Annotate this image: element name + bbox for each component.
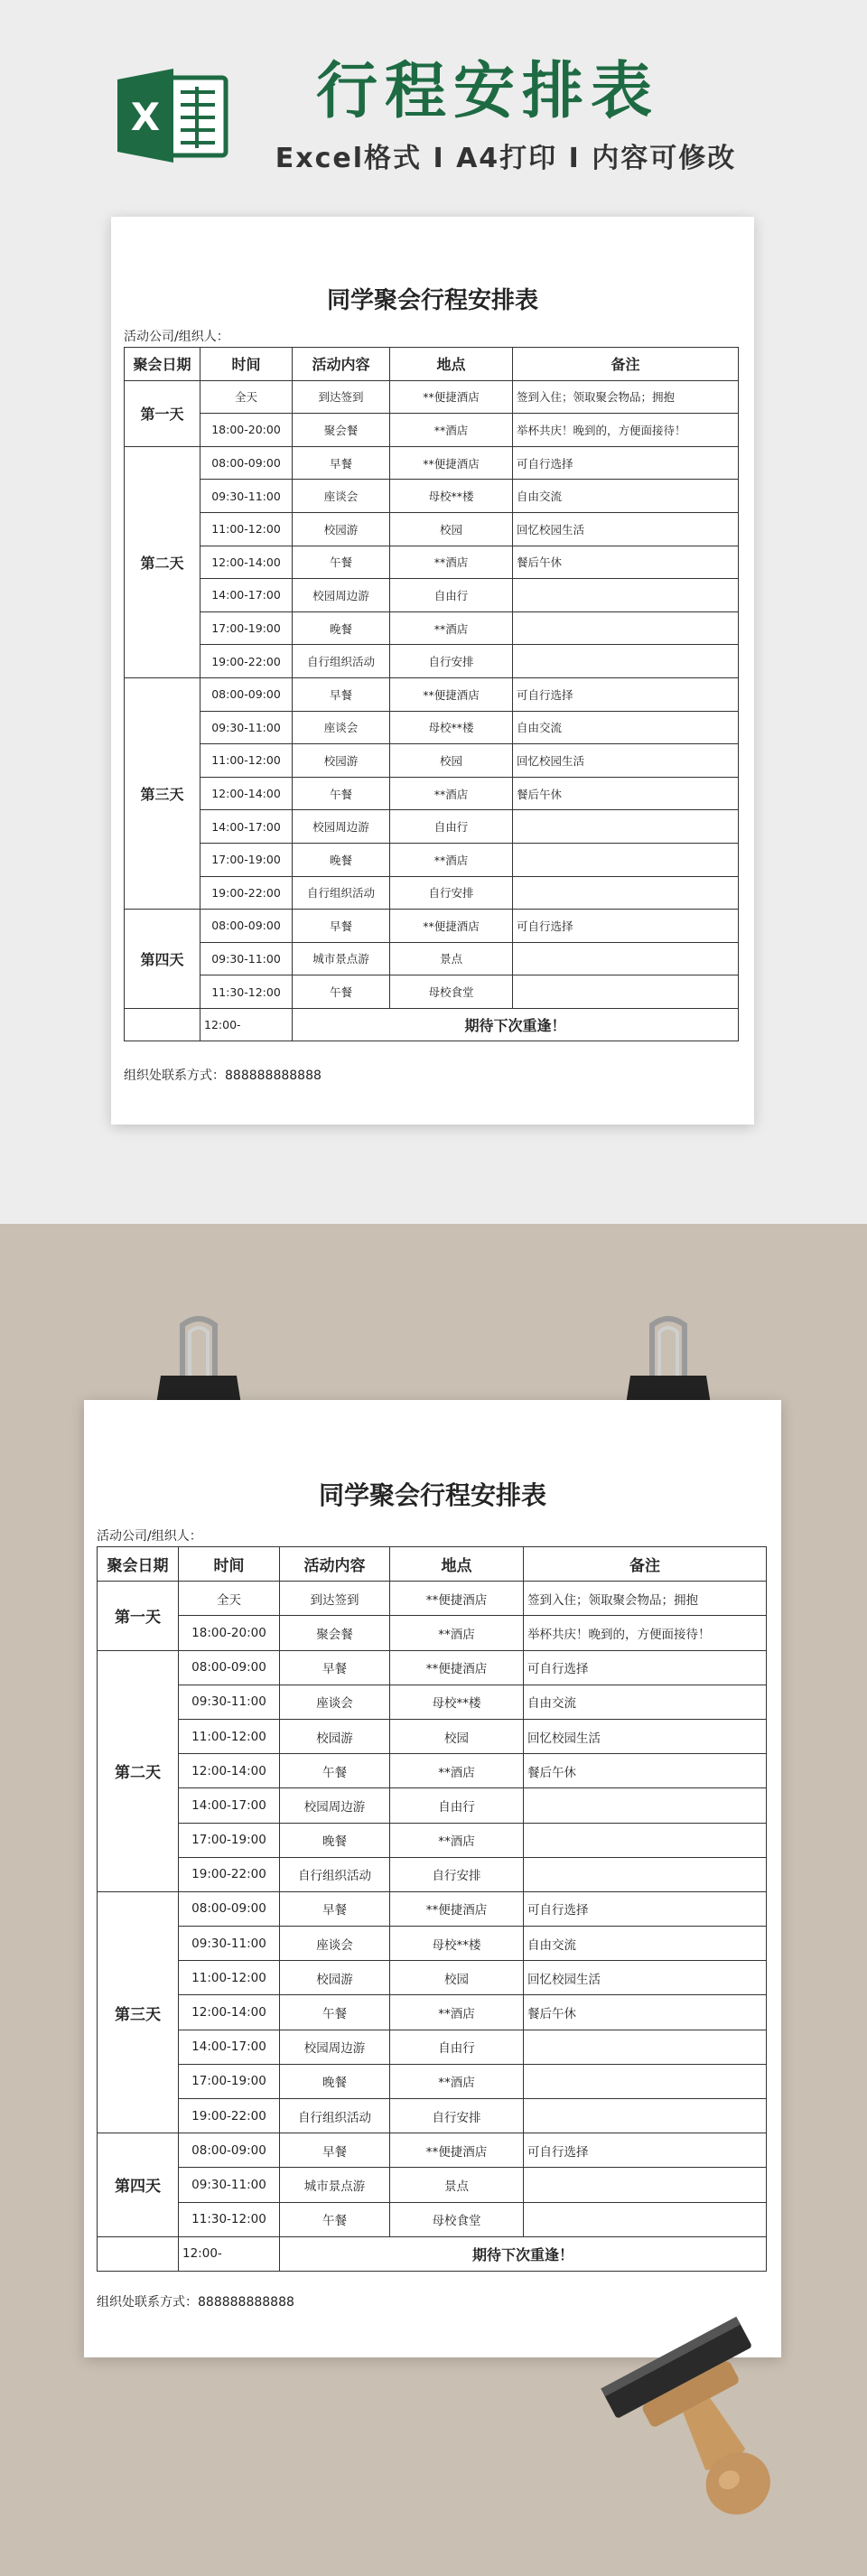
note-cell: 自由交流 [513,711,739,744]
column-header: 聚会日期 [98,1547,179,1582]
activity-cell: 午餐 [293,975,390,1009]
place-cell: 校园 [390,744,513,778]
place-cell: 自行安排 [390,645,513,678]
table-row [98,1995,767,2030]
place-cell: 母校**楼 [390,1927,524,1961]
time-cell: 19:00-22:00 [179,1857,280,1891]
table-row [125,645,739,678]
table-row [125,910,739,943]
final-message-cell: 期待下次重逢！ [293,1008,739,1041]
note-cell: 可自行选择 [524,1891,767,1926]
activity-cell: 到达签到 [280,1582,390,1616]
note-cell [524,2202,767,2236]
note-cell: 餐后午休 [513,777,739,810]
note-cell [524,1788,767,1823]
table-row [98,2099,767,2133]
activity-cell: 校园游 [293,744,390,778]
note-cell [524,1823,767,1857]
activity-cell: 自行组织活动 [280,1857,390,1891]
place-cell: 自行安排 [390,2099,524,2133]
excel-logo-icon [114,65,231,166]
place-cell: **酒店 [390,1616,524,1650]
place-cell: **酒店 [390,546,513,579]
time-cell: 08:00-09:00 [200,446,293,480]
note-cell: 自由交流 [524,1685,767,1719]
table-row [98,1650,767,1685]
time-cell: 17:00-19:00 [179,2064,280,2098]
activity-cell: 早餐 [293,677,390,711]
place-cell: **酒店 [390,611,513,645]
time-cell: 08:00-09:00 [200,677,293,711]
time-cell: 12:00-14:00 [200,546,293,579]
brand-subtitle: Excel格式 I A4打印 I 内容可修改 [275,143,737,174]
place-cell: **便捷酒店 [390,910,513,943]
place-cell: **便捷酒店 [390,380,513,414]
final-time-cell: 12:00- [200,1008,293,1041]
table-row [125,611,739,645]
table-row [98,2133,767,2168]
column-header: 地点 [390,348,513,381]
note-cell: 餐后午休 [524,1754,767,1788]
place-cell: 母校**楼 [390,711,513,744]
place-cell: **酒店 [390,777,513,810]
activity-cell: 午餐 [293,546,390,579]
table-row [98,1582,767,1616]
activity-cell: 校园周边游 [293,579,390,612]
note-cell: 可自行选择 [513,677,739,711]
place-cell: 母校**楼 [390,1685,524,1719]
time-cell: 全天 [200,380,293,414]
note-cell: 回忆校园生活 [524,1961,767,1995]
column-header: 时间 [179,1547,280,1582]
time-cell: 11:00-12:00 [179,1961,280,1995]
day-label-cell: 第一天 [125,380,200,446]
table-row [125,975,739,1009]
time-cell: 09:30-11:00 [179,1685,280,1719]
time-cell: 14:00-17:00 [200,579,293,612]
table-row [125,810,739,844]
place-cell: 母校**楼 [390,480,513,513]
column-header: 活动内容 [293,348,390,381]
place-cell: **酒店 [390,414,513,447]
note-cell [524,2064,767,2098]
table-row [98,1857,767,1891]
place-cell: 景点 [390,942,513,975]
note-cell [513,579,739,612]
activity-cell: 晚餐 [280,1823,390,1857]
note-cell [513,843,739,876]
table-row [98,1788,767,1823]
note-cell: 回忆校园生活 [524,1719,767,1753]
time-cell: 全天 [179,1582,280,1616]
final-time-cell: 12:00- [179,2236,280,2271]
column-header: 备注 [524,1547,767,1582]
day-label-cell: 第一天 [98,1582,179,1650]
day-label-cell: 第四天 [98,2133,179,2237]
note-cell [513,611,739,645]
table-row [125,744,739,778]
time-cell: 12:00-14:00 [179,1995,280,2030]
time-cell: 11:00-12:00 [200,512,293,546]
activity-cell: 早餐 [293,910,390,943]
activity-cell: 早餐 [280,1891,390,1926]
place-cell: 校园 [390,1961,524,1995]
column-header: 地点 [390,1547,524,1582]
activity-cell: 聚会餐 [293,414,390,447]
place-cell: 母校食堂 [390,2202,524,2236]
note-cell: 举杯共庆！晚到的，方便面接待！ [513,414,739,447]
activity-cell: 早餐 [280,1650,390,1685]
day-label-cell: 第二天 [125,446,200,677]
table-row [125,446,739,480]
contact-info: 组织处联系方式：888888888888 [124,1069,322,1083]
day-label-cell: 第四天 [125,910,200,1009]
table-row [98,2030,767,2064]
contact-info: 组织处联系方式：888888888888 [97,2295,294,2310]
time-cell: 19:00-22:00 [179,2099,280,2133]
day-label-cell [125,1008,200,1041]
time-cell: 09:30-11:00 [200,711,293,744]
brand-title: 行程安排表 [315,56,659,127]
note-cell [524,2099,767,2133]
document-title: 同学聚会行程安排表 [326,287,538,314]
note-cell: 自由交流 [513,480,739,513]
activity-cell: 座谈会 [293,711,390,744]
time-cell: 11:00-12:00 [179,1719,280,1753]
place-cell: **酒店 [390,1823,524,1857]
table-row [98,1961,767,1995]
note-cell: 回忆校园生活 [513,512,739,546]
svg-text:X: X [130,95,161,139]
note-cell: 可自行选择 [524,2133,767,2168]
place-cell: 自由行 [390,810,513,844]
activity-cell: 座谈会 [280,1685,390,1719]
place-cell: 自行安排 [390,876,513,910]
table-row [98,2202,767,2236]
day-label-cell: 第三天 [98,1891,179,2133]
table-row [125,546,739,579]
activity-cell: 早餐 [293,446,390,480]
activity-cell: 自行组织活动 [280,2099,390,2133]
column-header: 聚会日期 [125,348,200,381]
time-cell: 18:00-20:00 [200,414,293,447]
activity-cell: 座谈会 [280,1927,390,1961]
note-cell [513,645,739,678]
activity-cell: 校园周边游 [280,2030,390,2064]
time-cell: 09:30-11:00 [179,2168,280,2202]
time-cell: 11:00-12:00 [200,744,293,778]
table-row [125,512,739,546]
time-cell: 08:00-09:00 [179,2133,280,2168]
document-title: 同学聚会行程安排表 [318,1480,546,1510]
activity-cell: 晚餐 [293,843,390,876]
activity-cell: 午餐 [280,1754,390,1788]
activity-cell: 早餐 [280,2133,390,2168]
table-row-final [125,1008,739,1041]
activity-cell: 晚餐 [280,2064,390,2098]
time-cell: 09:30-11:00 [200,480,293,513]
note-cell [513,975,739,1009]
table-row [98,2064,767,2098]
rubber-stamp-icon [596,2312,813,2547]
day-label-cell: 第三天 [125,677,200,909]
table-row [125,942,739,975]
time-cell: 08:00-09:00 [179,1650,280,1685]
note-cell: 签到入住；领取聚会物品；拥抱 [513,380,739,414]
time-cell: 14:00-17:00 [179,1788,280,1823]
time-cell: 17:00-19:00 [200,611,293,645]
organizer-label: 活动公司/组织人： [97,1529,202,1544]
table-row [125,711,739,744]
note-cell [524,2030,767,2064]
place-cell: **酒店 [390,1754,524,1788]
activity-cell: 校园游 [293,512,390,546]
activity-cell: 校园游 [280,1719,390,1753]
activity-cell: 校园周边游 [280,1788,390,1823]
time-cell: 09:30-11:00 [200,942,293,975]
place-cell: 自行安排 [390,1857,524,1891]
table-row [125,876,739,910]
table-row [125,843,739,876]
time-cell: 18:00-20:00 [179,1616,280,1650]
place-cell: **酒店 [390,2064,524,2098]
schedule-table [124,347,739,1041]
activity-cell: 到达签到 [293,380,390,414]
time-cell: 12:00-14:00 [179,1754,280,1788]
time-cell: 08:00-09:00 [179,1891,280,1926]
day-label-cell [98,2236,179,2271]
place-cell: **便捷酒店 [390,1650,524,1685]
activity-cell: 座谈会 [293,480,390,513]
place-cell: 自由行 [390,579,513,612]
time-cell: 17:00-19:00 [200,843,293,876]
table-header-row [98,1547,767,1582]
final-message-cell: 期待下次重逢！ [280,2236,767,2271]
activity-cell: 午餐 [280,1995,390,2030]
sheet-preview-bottom [84,1400,781,2357]
activity-cell: 校园周边游 [293,810,390,844]
place-cell: 景点 [390,2168,524,2202]
place-cell: **便捷酒店 [390,1891,524,1926]
time-cell: 14:00-17:00 [200,810,293,844]
schedule-table [97,1546,767,2272]
column-header: 活动内容 [280,1547,390,1582]
note-cell: 举杯共庆！晚到的，方便面接待！ [524,1616,767,1650]
day-label-cell: 第二天 [98,1650,179,1891]
table-row [98,1823,767,1857]
place-cell: **酒店 [390,1995,524,2030]
note-cell: 签到入住；领取聚会物品；拥抱 [524,1582,767,1616]
column-header: 备注 [513,348,739,381]
note-cell: 可自行选择 [524,1650,767,1685]
time-cell: 14:00-17:00 [179,2030,280,2064]
column-header: 时间 [200,348,293,381]
note-cell: 餐后午休 [513,546,739,579]
note-cell [513,942,739,975]
table-row [98,1927,767,1961]
table-row [98,2168,767,2202]
sheet-preview-top [111,217,754,1125]
time-cell: 19:00-22:00 [200,645,293,678]
place-cell: **便捷酒店 [390,446,513,480]
note-cell: 可自行选择 [513,446,739,480]
place-cell: **酒店 [390,843,513,876]
table-row [98,1719,767,1753]
table-row [98,1754,767,1788]
place-cell: 校园 [390,512,513,546]
note-cell [524,1857,767,1891]
activity-cell: 城市景点游 [293,942,390,975]
note-cell: 回忆校园生活 [513,744,739,778]
note-cell: 餐后午休 [524,1995,767,2030]
place-cell: 母校食堂 [390,975,513,1009]
activity-cell: 聚会餐 [280,1616,390,1650]
time-cell: 11:30-12:00 [200,975,293,1009]
activity-cell: 校园游 [280,1961,390,1995]
time-cell: 08:00-09:00 [200,910,293,943]
place-cell: 校园 [390,1719,524,1753]
table-row [125,380,739,414]
place-cell: 自由行 [390,2030,524,2064]
note-cell [513,810,739,844]
activity-cell: 城市景点游 [280,2168,390,2202]
place-cell: **便捷酒店 [390,1582,524,1616]
table-row-final [98,2236,767,2271]
place-cell: **便捷酒店 [390,2133,524,2168]
time-cell: 19:00-22:00 [200,876,293,910]
place-cell: **便捷酒店 [390,677,513,711]
table-header-row [125,348,739,381]
note-cell [524,2168,767,2202]
activity-cell: 晚餐 [293,611,390,645]
table-row [125,777,739,810]
activity-cell: 自行组织活动 [293,876,390,910]
table-row [125,677,739,711]
note-cell: 自由交流 [524,1927,767,1961]
activity-cell: 午餐 [293,777,390,810]
table-row [98,1891,767,1926]
table-row [98,1616,767,1650]
organizer-label: 活动公司/组织人： [124,330,229,344]
time-cell: 09:30-11:00 [179,1927,280,1961]
time-cell: 12:00-14:00 [200,777,293,810]
note-cell [513,876,739,910]
time-cell: 17:00-19:00 [179,1823,280,1857]
activity-cell: 午餐 [280,2202,390,2236]
preview-top-section [0,0,867,1224]
table-row [125,480,739,513]
time-cell: 11:30-12:00 [179,2202,280,2236]
activity-cell: 自行组织活动 [293,645,390,678]
table-row [125,579,739,612]
note-cell: 可自行选择 [513,910,739,943]
table-row [125,414,739,447]
place-cell: 自由行 [390,1788,524,1823]
table-row [98,1685,767,1719]
